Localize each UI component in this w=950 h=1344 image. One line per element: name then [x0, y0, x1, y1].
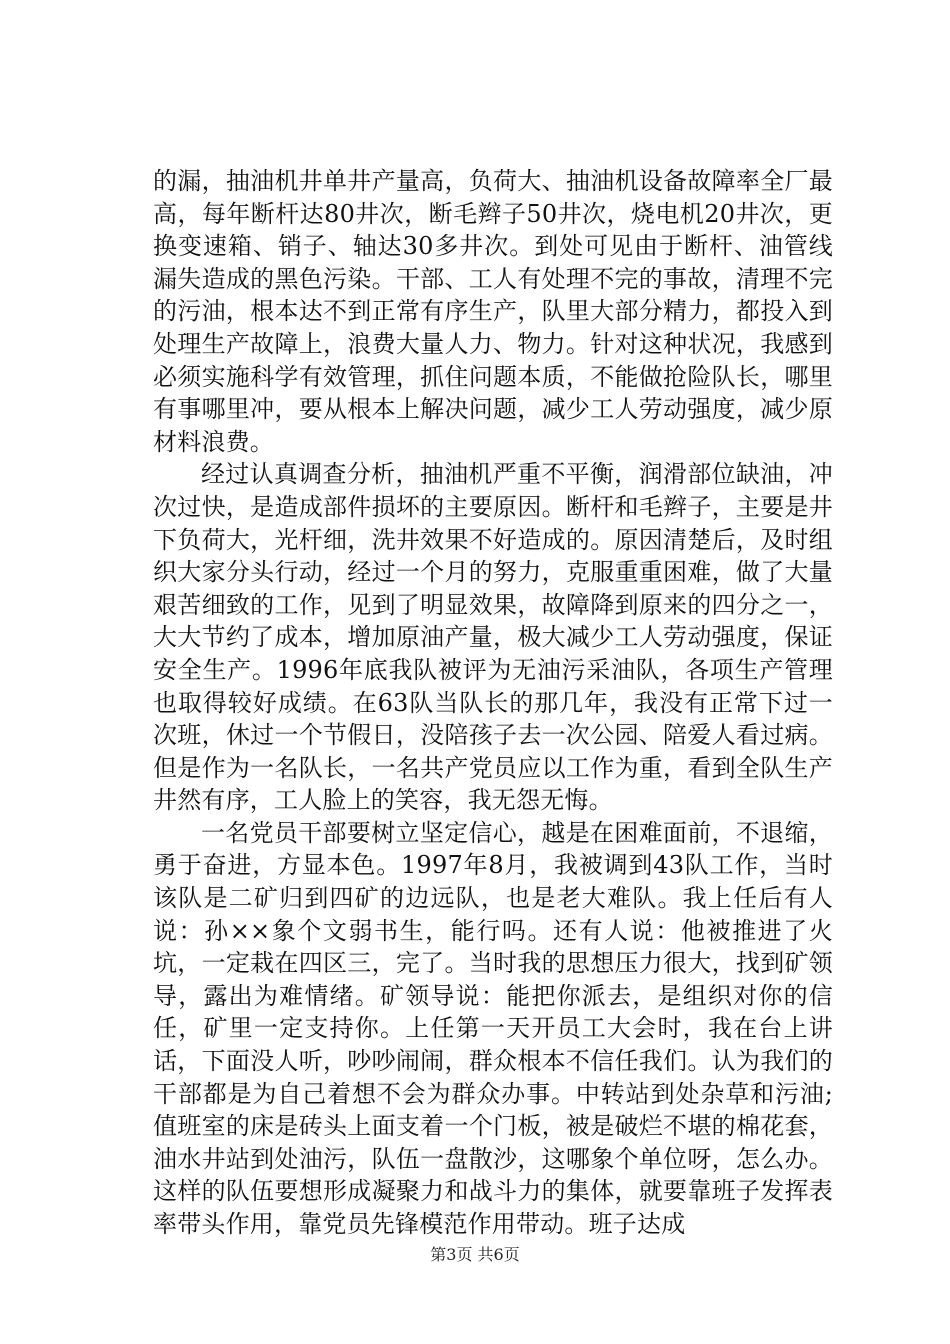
paragraph-2: 经过认真调查分析，抽油机严重不平衡，润滑部位缺油，冲次过快，是造成部件损坏的主要原因。断杆和毛辫子，主要是井下负荷大，光杆细，洗井效果不好造成的。原因清楚后，及时组织大家分头行动，经过一个月的努力，克服重重困难，做了大量艰苦细致的工作，见到了明显效果，故障降到原来的四分之一，大大节约了成本，增加原油产量，极大减少工人劳动强度，保证安全生产。1996年底我队被评为无油污采油队，各项生产管理也取得较好成绩。在63队当队长的那几年，我没有正常下过一次班，休过一个节假日，没陪孩子去一次公园、陪爱人看过病。但是作为一名队长，一名共产党员应以工作为重，看到全队生产井然有序，工人脸上的笑容，我无怨无悔。 [153, 460, 833, 815]
document-body [153, 165, 833, 1241]
page-footer: 第3页 共6页 [430, 1245, 520, 1264]
paragraph-3: 一名党员干部要树立坚定信心，越是在困难面前，不退缩，勇于奋进，方显本色。1997年8月，我被调到43队工作，当时该队是二矿归到四矿的边远队，也是老大难队。我上任后有人说：孙××象个文弱书生，能行吗。还有人说：他被推进了火坑，一定栽在四区三，完了。当时我的思想压力很大，找到矿领导，露出为难情绪。矿领导说：能把你派去，是组织对你的信任，矿里一定支持你。上任第一天开员工大会时，我在台上讲话，下面没人听，吵吵闹闹，群众根本不信任我们。认为我们的干部都是为自己着想不会为群众办事。中转站到处杂草和污油;值班室的床是砖头上面支着一个门板，被是破烂不堪的棉花套，油水井站到处油污，队伍一盘散沙，这哪象个单位呀，怎么办。这样的队伍要想形成凝聚力和战斗力的集体，就要靠班子发挥表率带头作用，靠党员先锋模范作用带动。班子达成 [153, 818, 833, 1238]
paragraph-1: 的漏，抽油机井单井产量高，负荷大、抽油机设备故障率全厂最高，每年断杆达80井次，断毛辫子50井次，烧电机20井次，更换变速箱、销子、轴达30多井次。到处可见由于断杆、油管线漏失造成的黑色污染。干部、工人有处理不完的事故，清理不完的污油，根本达不到正常有序生产，队里大部分精力，都投入到处理生产故障上，浪费大量人力、物力。针对这种状况，我感到必须实施科学有效管理，抓住问题本质，不能做抢险队长，哪里有事哪里冲，要从根本上解决问题，减少工人劳动强度，减少原材料浪费。 [153, 167, 833, 456]
